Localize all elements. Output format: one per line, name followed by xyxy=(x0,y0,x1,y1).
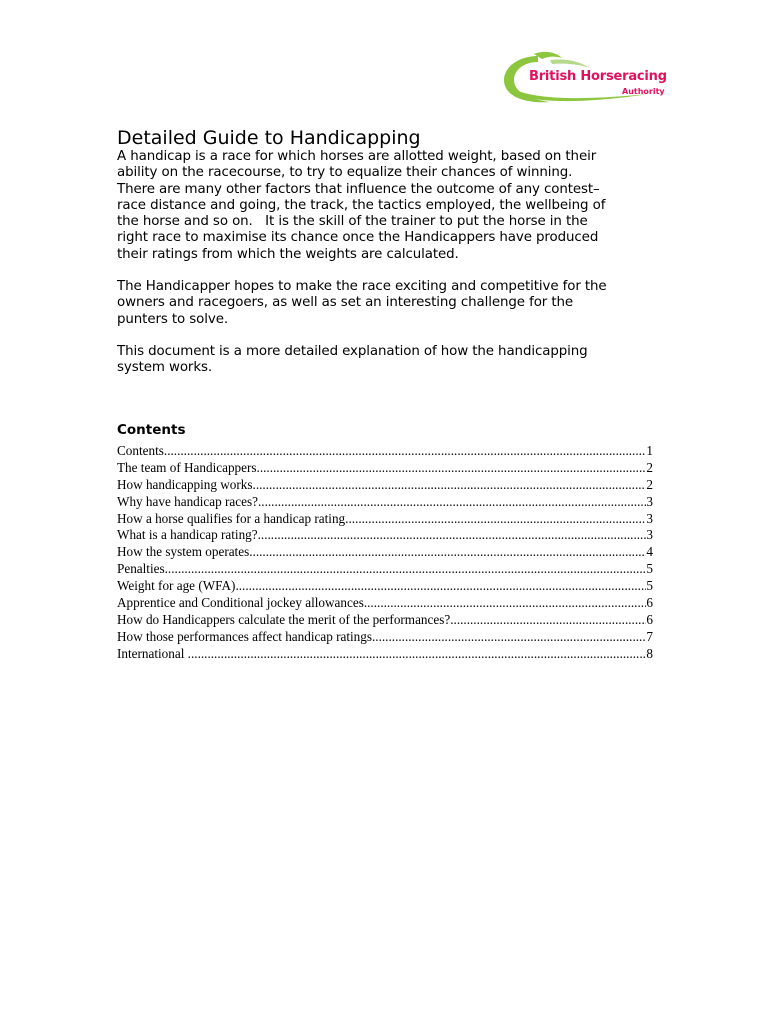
toc-entry-page: 3 xyxy=(646,493,653,509)
toc-entry-page: 5 xyxy=(646,561,653,577)
toc-entry-page: 2 xyxy=(646,476,653,492)
paragraph-line: right race to maximise its chance once the Handicappers have produced xyxy=(117,230,599,246)
toc-entry-title: How a horse qualifies for a handicap rating xyxy=(117,510,346,526)
paragraph-line: The Handicapper hopes to make the race exciting and competitive for the xyxy=(117,279,607,294)
paragraph-line: This document is a more detailed explanation of how the handicapping xyxy=(117,344,588,359)
toc-entry-page: 6 xyxy=(646,595,653,611)
paragraph-line: ability on the racecourse, to try to equalize their chances of winning. xyxy=(117,165,573,181)
document-title: Detailed Guide to Handicapping xyxy=(117,127,421,149)
logo-name: British Horseracing xyxy=(529,69,667,84)
toc-entry-page: 7 xyxy=(646,628,653,644)
toc-dot-leader xyxy=(253,477,647,494)
toc-entry[interactable] xyxy=(117,460,653,477)
toc-entry-title: How handicapping works xyxy=(117,476,253,492)
bha-logo xyxy=(498,50,688,106)
toc-entry[interactable] xyxy=(117,544,653,561)
toc-entry-page: 4 xyxy=(646,544,653,560)
toc-entry-title: What is a handicap rating? xyxy=(117,527,258,543)
toc-entry-title: Penalties xyxy=(117,561,165,577)
paragraph-line: race distance and going, the track, the tactics employed, the wellbeing of xyxy=(117,197,606,213)
toc-dot-leader xyxy=(257,460,647,477)
paragraph-line: their ratings from which the weights are calculated. xyxy=(117,246,459,262)
intro-paragraph xyxy=(117,149,657,263)
toc-entry-title: Apprentice and Conditional jockey allowances xyxy=(117,595,364,611)
toc-dot-leader xyxy=(249,544,646,561)
toc-entry[interactable] xyxy=(117,595,653,612)
paragraph-line: the horse and so on. It is the skill of the trainer to put the horse in the xyxy=(117,214,588,230)
toc-entry-title: How those performances affect handicap ratings xyxy=(117,628,372,644)
toc-entry[interactable] xyxy=(117,612,653,629)
toc-entry-page: 2 xyxy=(646,459,653,475)
toc-dot-leader xyxy=(164,443,647,460)
toc-entry-page: 6 xyxy=(646,611,653,627)
document-purpose-paragraph xyxy=(117,344,657,377)
toc-entry[interactable] xyxy=(117,511,653,528)
toc-entry-page: 3 xyxy=(646,510,653,526)
toc-entry-title: Weight for age (WFA) xyxy=(117,578,236,594)
toc-dot-leader xyxy=(345,511,646,528)
table-of-contents xyxy=(117,443,653,663)
toc-entry-title: How the system operates xyxy=(117,544,250,560)
toc-dot-leader xyxy=(372,629,646,646)
toc-entry-title: The team of Handicappers xyxy=(117,459,257,475)
paragraph-line: system works. xyxy=(117,360,213,376)
toc-entry-title: Contents xyxy=(117,443,164,458)
toc-dot-leader xyxy=(235,578,646,595)
paragraph-line: There are many other factors that influence the outcome of any contest– xyxy=(117,181,600,197)
toc-dot-leader xyxy=(258,494,646,511)
toc-entry-page: 3 xyxy=(646,527,653,543)
toc-entry[interactable] xyxy=(117,494,653,511)
toc-dot-leader xyxy=(165,561,647,578)
toc-dot-leader xyxy=(364,595,647,612)
toc-entry[interactable] xyxy=(117,578,653,595)
toc-entry-page: 5 xyxy=(646,578,653,594)
paragraph-line: punters to solve. xyxy=(117,311,229,327)
toc-entry-title: Why have handicap races? xyxy=(117,493,258,509)
toc-entry[interactable] xyxy=(117,629,653,646)
toc-entry-page: 8 xyxy=(646,645,653,661)
toc-dot-leader xyxy=(188,646,647,663)
logo-subtitle: Authority xyxy=(622,87,665,96)
contents-heading: Contents xyxy=(117,422,186,438)
toc-entry[interactable] xyxy=(117,646,653,663)
toc-entry-title: How do Handicappers calculate the merit of the performances? xyxy=(117,611,451,627)
paragraph-line: A handicap is a race for which horses are allotted weight, based on their xyxy=(117,149,597,164)
toc-entry-title: International xyxy=(117,645,188,661)
toc-entry[interactable] xyxy=(117,443,653,460)
toc-entry-page: 1 xyxy=(646,443,653,458)
toc-entry[interactable] xyxy=(117,527,653,544)
toc-entry[interactable] xyxy=(117,477,653,494)
handicapper-paragraph xyxy=(117,279,657,328)
toc-dot-leader xyxy=(450,612,646,629)
toc-entry[interactable] xyxy=(117,561,653,578)
toc-dot-leader xyxy=(258,527,647,544)
paragraph-line: owners and racegoers, as well as set an interesting challenge for the xyxy=(117,295,574,311)
